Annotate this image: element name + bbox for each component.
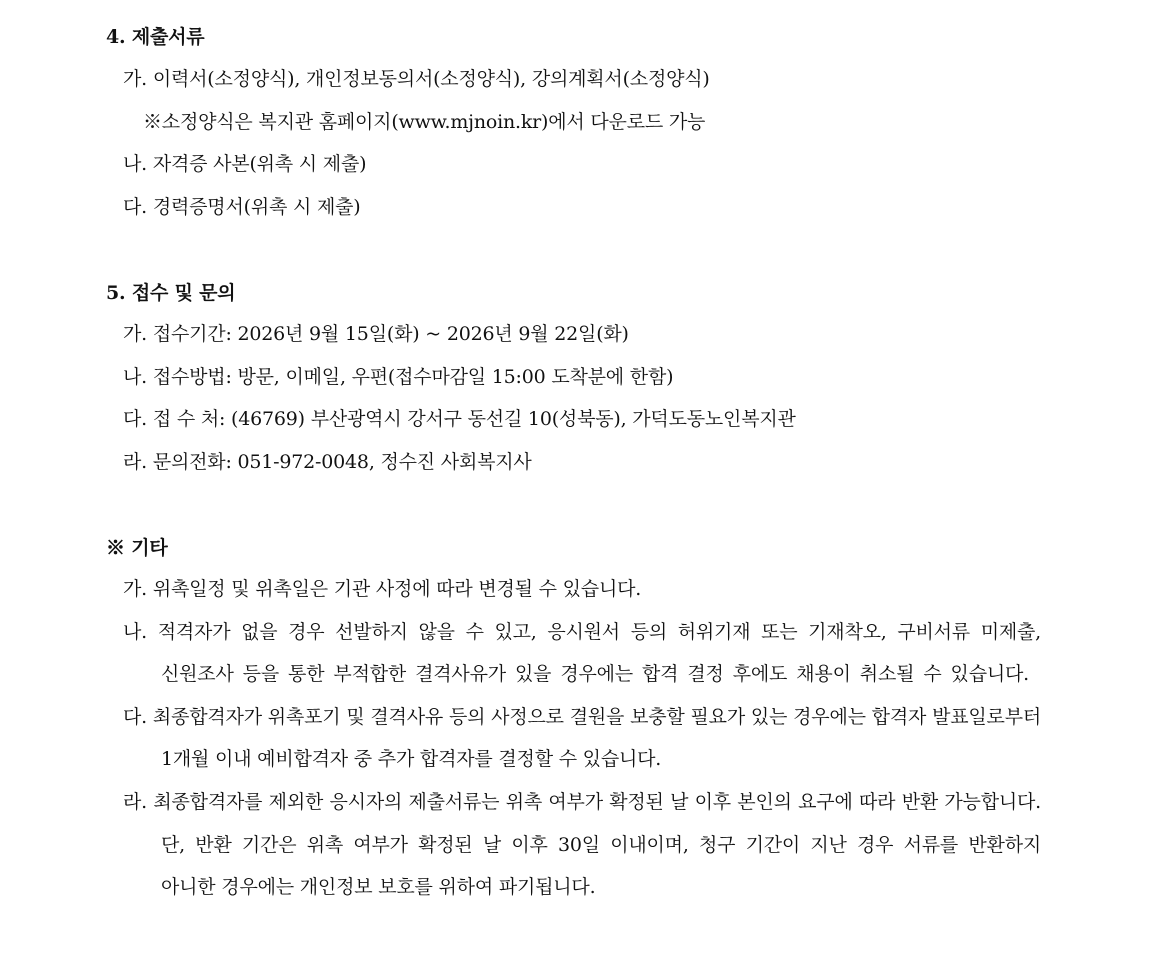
etc-item-ga: 가. 위촉일정 및 위촉일은 기관 사정에 따라 변경될 수 있습니다. <box>123 578 642 600</box>
etc-item-da-line2: 1개월 이내 예비합격자 중 추가 합격자를 결정할 수 있습니다. <box>161 748 662 770</box>
section-5-item-da: 다. 접 수 처: (46769) 부산광역시 강서구 동선길 10(성북동), 가덕도동노인복지관 <box>123 408 796 430</box>
etc-heading: ※ 기타 <box>106 537 168 559</box>
section-5-item-ga: 가. 접수기간: 2026년 9월 15일(화) ~ 2026년 9월 22일(화) <box>123 323 629 345</box>
section-4-item-na: 나. 자격증 사본(위촉 시 제출) <box>123 153 367 175</box>
section-4-item-ga: 가. 이력서(소정양식), 개인정보동의서(소정양식), 강의계획서(소정양식) <box>123 68 710 90</box>
section-4-heading: 4. 제출서류 <box>106 26 205 48</box>
section-5-item-ra: 라. 문의전화: 051-972-0048, 정수진 사회복지사 <box>123 451 532 473</box>
etc-item-ra-line3: 아니한 경우에는 개인정보 보호를 위하여 파기됩니다. <box>161 876 596 898</box>
etc-item-da-line1: 다. 최종합격자가 위촉포기 및 결격사유 등의 사정으로 결원을 보충할 필요가 있는 경우에는 합격자 발표일로부터 <box>123 706 1041 728</box>
etc-item-na-line1: 나. 적격자가 없을 경우 선발하지 않을 수 있고, 응시원서 등의 허위기재 또는 기재착오, 구비서류 미제출, <box>123 621 1041 643</box>
section-4-item-da: 다. 경력증명서(위촉 시 제출) <box>123 196 361 218</box>
etc-item-ra-line2: 단, 반환 기간은 위촉 여부가 확정된 날 이후 30일 이내이며, 청구 기간이 지난 경우 서류를 반환하지 <box>161 834 1041 856</box>
etc-item-na-line2: 신원조사 등을 통한 부적합한 결격사유가 있을 경우에는 합격 결정 후에도 채용이 취소될 수 있습니다. <box>161 663 1029 685</box>
section-5-item-na: 나. 접수방법: 방문, 이메일, 우편(접수마감일 15:00 도착분에 한함) <box>123 366 674 388</box>
section-5-heading: 5. 접수 및 문의 <box>106 282 236 304</box>
etc-item-ra-line1: 라. 최종합격자를 제외한 응시자의 제출서류는 위촉 여부가 확정된 날 이후 본인의 요구에 따라 반환 가능합니다. <box>123 791 1041 813</box>
section-4-note: ※소정양식은 복지관 홈페이지(www.mjnoin.kr)에서 다운로드 가능 <box>143 111 706 133</box>
